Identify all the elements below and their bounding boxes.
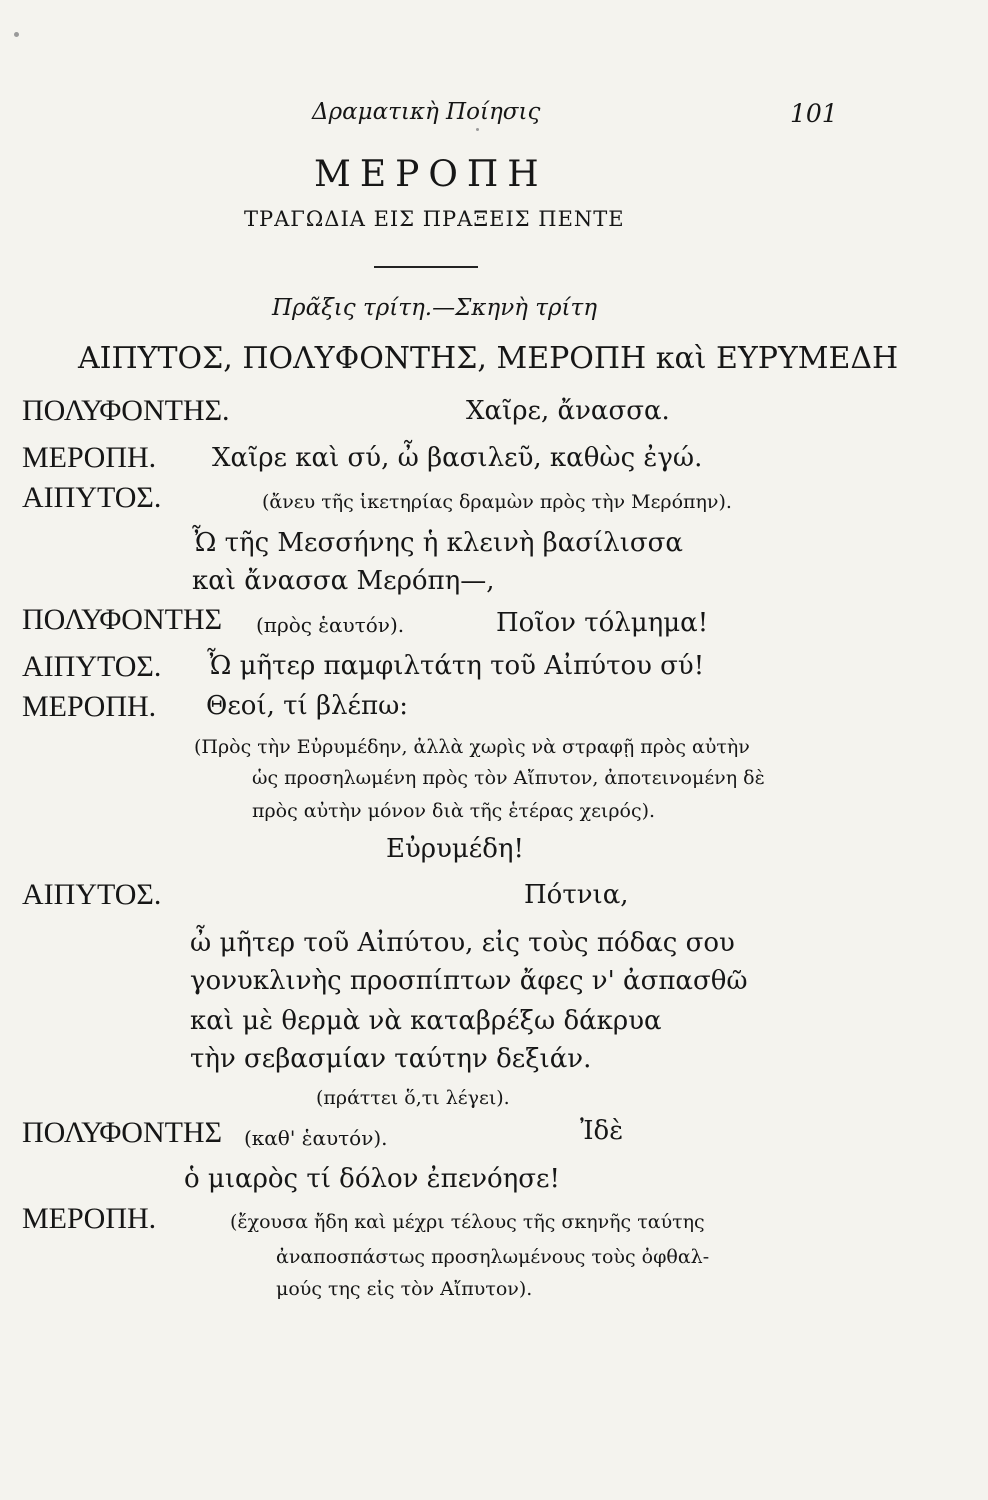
verse-line: Χαῖρε καὶ σύ, ὦ βασιλεῦ, καθὼς ἐγώ. (212, 443, 703, 473)
speaker-name: ΑΙΠΥΤΟΣ. (22, 878, 162, 911)
verse-line: καὶ ἄνασσα Μερόπη—, (192, 566, 495, 596)
print-speck (476, 128, 479, 131)
verse-line: Πότνια, (524, 880, 629, 910)
speaker-name: ΜΕΡΟΠΗ. (22, 441, 157, 474)
title-divider (374, 266, 478, 268)
verse-line: Εὐρυμέδη! (386, 834, 524, 864)
verse-line: τὴν σεβασμίαν ταύτην δεξιάν. (190, 1044, 592, 1074)
page-number: 101 (790, 99, 838, 128)
speaker-name: ΜΕΡΟΠΗ. (22, 1202, 157, 1235)
running-title: Δραματικὴ Ποίησις (312, 99, 541, 125)
speaker-name: ΠΟΛΥΦΟΝΤΗΣ (22, 603, 223, 636)
stage-direction: (ἄνευ τῆς ἱκετηρίας δραμὼν πρὸς τὴν Μερόπην). (262, 491, 732, 513)
speaker-name: ΑΙΠΥΤΟΣ. (22, 650, 162, 683)
speaker-name: ΑΙΠΥΤΟΣ. (22, 481, 162, 514)
speaker-name: ΠΟΛΥΦΟΝΤΗΣ. (22, 394, 230, 427)
verse-line: ὦ μῆτερ τοῦ Αἰπύτου, εἰς τοὺς πόδας σου (190, 928, 735, 958)
scene-heading: Πρᾶξις τρίτη.—Σκηνὴ τρίτη (272, 295, 598, 321)
stage-direction: (Πρὸς τὴν Εὐρυμέδην, ἀλλὰ χωρὶς νὰ στραφῇ πρὸς αὐτὴν (194, 736, 750, 758)
stage-direction: (πράττει ὅ,τι λέγει). (316, 1087, 510, 1109)
stage-direction: μούς της εἰς τὸν Αἴπυτον). (276, 1278, 533, 1300)
speaker-name: ΠΟΛΥΦΟΝΤΗΣ (22, 1116, 223, 1149)
verse-line: Θεοί, τί βλέπω: (206, 691, 409, 721)
play-title: ΜΕΡΟΠΗ (314, 154, 548, 195)
print-speck (14, 32, 19, 37)
verse-line: γονυκλινὴς προσπίπτων ἄφες ν' ἀσπασθῶ (190, 966, 748, 996)
verse-line: Χαῖρε, ἄνασσα. (466, 396, 670, 426)
stage-direction: (πρὸς ἑαυτόν). (256, 613, 405, 637)
speaker-name: ΜΕΡΟΠΗ. (22, 690, 157, 723)
stage-direction: πρὸς αὐτὴν μόνον διὰ τῆς ἑτέρας χειρός). (252, 800, 656, 822)
stage-direction: ἀναποσπάστως προσηλωμένους τοὺς ὀφθαλ- (276, 1246, 710, 1268)
stage-direction: ὡς προσηλωμένη πρὸς τὸν Αἴπυτον, ἀποτεινομένη δὲ (252, 767, 765, 789)
verse-line: Ὦ μῆτερ παμφιλτάτη τοῦ Αἰπύτου σύ! (207, 651, 705, 681)
stage-direction: (ἔχουσα ἤδη καὶ μέχρι τέλους τῆς σκηνῆς ταύτης (230, 1211, 705, 1233)
verse-line: Ὦ τῆς Μεσσήνης ἡ κλεινὴ βασίλισσα (192, 528, 683, 558)
verse-line: Ποῖον τόλμημα! (496, 608, 709, 638)
verse-line: Ἰδὲ (580, 1116, 624, 1146)
character-list: ΑΙΠΥΤΟΣ, ΠΟΛΥΦΟΝΤΗΣ, ΜΕΡΟΠΗ καὶ ΕΥΡΥΜΕΔΗ (78, 341, 899, 376)
verse-line: ὁ μιαρὸς τί δόλον ἐπενόησε! (184, 1164, 560, 1194)
stage-direction: (καθ' ἑαυτόν). (244, 1126, 388, 1150)
verse-line: καὶ μὲ θερμὰ νὰ καταβρέξω δάκρυα (190, 1006, 662, 1036)
play-subtitle: ΤΡΑΓΩΔΙΑ ΕΙΣ ΠΡΑΞΕΙΣ ΠΕΝΤΕ (244, 207, 625, 231)
